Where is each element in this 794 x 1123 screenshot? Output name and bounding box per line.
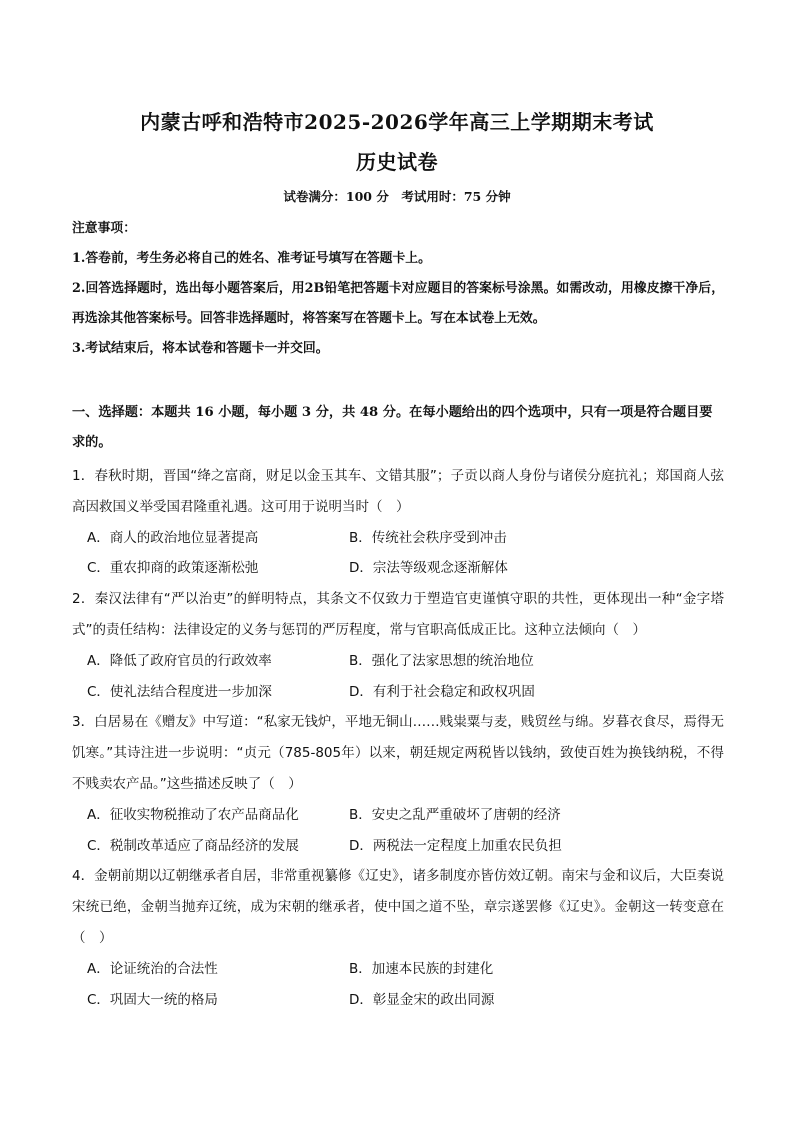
option-c: C．重农抑商的政策逐渐松弛 [87,560,259,577]
option-row [72,954,724,985]
notice-item: 3.考试结束后，将本试卷和答题卡一并交回。 [72,341,329,356]
option-row [72,831,724,862]
question [72,861,724,1015]
notice-section [72,214,724,364]
option-a: A．论证统治的合法性 [87,960,218,977]
exam-subject: 历史试卷 [356,150,438,174]
exam-meta: 试卷满分：100 分 考试用时：75 分钟 [283,189,511,204]
option-b: B．安史之乱严重破坏了唐朝的经济 [349,806,561,823]
exam-title: 内蒙古呼和浩特市2025-2026学年高三上学期期末考试 [140,110,654,134]
option-a: A．征收实物税推动了农产品商品化 [87,806,299,823]
question [72,707,724,861]
option-a: A．降低了政府官员的行政效率 [87,652,272,669]
question [72,461,724,584]
notice-item: 1.答卷前，考生务必将自己的姓名、准考证号填写在答题卡上。 [72,251,431,266]
option-row [72,677,724,708]
option-row [72,523,724,554]
section-heading: 一、选择题：本题共 16 小题，每小题 3 分，共 48 分。在每小题给出的四个选项中，只有一项是符合题目要求的。 [72,405,713,450]
option-c: C．使礼法结合程度进一步加深 [87,683,272,700]
question-stem: 4．金朝前期以辽朝继承者自居，非常重视纂修《辽史》，诸多制度亦皆仿效辽朝。南宋与金和议后，大臣奏说宋统已绝，金朝当抛弃辽统，成为宋朝的继承者，使中国之道不坠，章宗遂罢修《辽史》。金朝这一转变意在（ ） [72,868,724,946]
question [72,584,724,707]
option-row [72,800,724,831]
option-row [72,646,724,677]
option-d: D．宗法等级观念逐渐解体 [349,560,508,577]
option-row [72,553,724,584]
option-d: D．两税法一定程度上加重农民负担 [349,837,562,854]
option-b: B．传统社会秩序受到冲击 [349,529,507,546]
notice-item: 2.回答选择题时，选出每小题答案后，用2B铅笔把答题卡对应题目的答案标号涂黑。如需改动，用橡皮擦干净后，再选涂其他答案标号。回答非选择题时，将答案写在答题卡上。写在本试卷上无效。 [72,281,724,326]
option-d: D．有利于社会稳定和政权巩固 [349,683,535,700]
question-stem: 3．白居易在《赠友》中写道：“私家无钱炉，平地无铜山……贱粜粟与麦，贱贸丝与绵。岁暮衣食尽，焉得无饥寒。”其诗注进一步说明：“贞元（785-805年）以来，朝廷规定两税皆以钱纳，致使百姓为换钱纳税，不得不贱卖农产品。”这些描述反映了（ ） [72,714,724,792]
option-b: B．加速本民族的封建化 [349,960,494,977]
question-stem: 1．春秋时期，晋国“绛之富商，财足以金玉其车、文错其服”；子贡以商人身份与诸侯分庭抗礼；郑国商人弦高因救国义举受国君隆重礼遇。这可用于说明当时（ ） [72,468,724,515]
question-list [72,461,724,1015]
question-stem: 2．秦汉法律有“严以治吏”的鲜明特点，其条文不仅致力于塑造官吏谨慎守职的共性，更体现出一种“金字塔式”的责任结构：法律设定的义务与惩罚的严厉程度，常与官职高低成正比。这种立法倾向（ ） [72,591,724,638]
option-d: D．彰显金宋的政出同源 [349,991,495,1008]
option-row [72,985,724,1016]
notice-heading: 注意事项： [72,221,136,236]
option-b: B．强化了法家思想的统治地位 [349,652,534,669]
option-c: C．税制改革适应了商品经济的发展 [87,837,299,854]
option-a: A．商人的政治地位显著提高 [87,529,259,546]
option-c: C．巩固大一统的格局 [87,991,218,1008]
